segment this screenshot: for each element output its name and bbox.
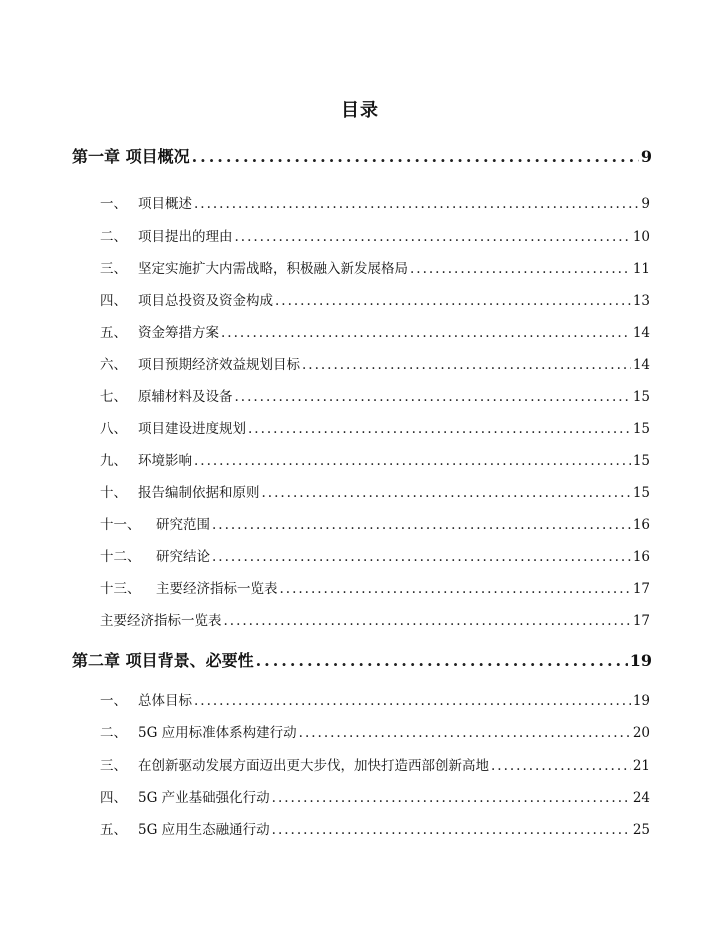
toc-label: 资金筹措方案 — [138, 325, 219, 341]
toc-label: 第一章 项目概况 — [72, 147, 190, 166]
toc-leader-dots — [410, 261, 631, 277]
toc-leader-dots — [299, 725, 631, 741]
toc-entry[interactable] — [100, 385, 650, 405]
toc-page-number: 16 — [632, 517, 650, 533]
toc-page-number: 19 — [632, 693, 650, 709]
toc-leader-dots — [194, 196, 639, 212]
toc-label: 主要经济指标一览表 — [100, 613, 222, 629]
toc-leader-dots — [224, 613, 631, 629]
toc-page-number: 11 — [632, 261, 650, 277]
toc-entry[interactable] — [100, 513, 650, 533]
toc-leader-dots — [221, 325, 631, 341]
toc-entry[interactable] — [100, 689, 650, 709]
toc-label: 项目预期经济效益规划目标 — [138, 357, 300, 373]
toc-leader-dots — [212, 549, 631, 565]
toc-label: 5G 应用生态融通行动 — [138, 822, 270, 838]
toc-leader-dots — [248, 421, 631, 437]
toc-leader-dots — [280, 581, 631, 597]
toc-number: 六、 — [100, 357, 127, 373]
toc-label: 项目提出的理由 — [138, 229, 233, 245]
toc-entry[interactable] — [100, 786, 650, 806]
toc-entry[interactable] — [100, 321, 650, 341]
toc-page-number: 15 — [632, 421, 650, 437]
toc-entry[interactable] — [100, 577, 650, 597]
toc-label: 总体目标 — [138, 693, 192, 709]
toc-leader-dots — [235, 229, 631, 245]
toc-entry[interactable] — [100, 192, 650, 212]
toc-number: 三、 — [100, 758, 127, 774]
toc-page-number: 15 — [632, 389, 650, 405]
toc-number: 十三、 — [100, 581, 141, 597]
toc-number: 五、 — [100, 822, 127, 838]
toc-page-number: 9 — [640, 147, 652, 166]
toc-number: 十二、 — [100, 549, 141, 565]
toc-leader-dots — [194, 453, 631, 469]
toc-page-number: 15 — [632, 453, 650, 469]
toc-label: 5G 产业基础强化行动 — [138, 790, 270, 806]
toc-page-number: 15 — [632, 485, 650, 501]
toc-label: 项目概述 — [138, 196, 192, 212]
toc-page-number: 25 — [632, 822, 650, 838]
toc-number: 一、 — [100, 196, 127, 212]
toc-leader-dots — [194, 693, 631, 709]
toc-label: 项目建设进度规划 — [138, 421, 246, 437]
toc-leader-dots — [272, 822, 631, 838]
toc-entry[interactable] — [100, 353, 650, 373]
toc-leader-dots — [275, 293, 631, 309]
toc-page-number: 9 — [641, 196, 650, 212]
toc-label: 第二章 项目背景、必要性 — [72, 651, 254, 670]
toc-page-number: 20 — [632, 725, 650, 741]
toc-leader-dots — [302, 357, 631, 373]
toc-number: 七、 — [100, 389, 127, 405]
toc-page-number: 24 — [632, 790, 650, 806]
toc-number: 八、 — [100, 421, 127, 437]
toc-label: 坚定实施扩大内需战略，积极融入新发展格局 — [138, 261, 408, 277]
toc-page-number: 14 — [632, 357, 650, 373]
toc-entry[interactable] — [100, 417, 650, 437]
toc-number: 一、 — [100, 693, 127, 709]
toc-leader-dots — [256, 651, 628, 670]
toc-entry[interactable] — [100, 545, 650, 565]
toc-label: 5G 应用标准体系构建行动 — [138, 725, 297, 741]
toc-leader-dots — [272, 790, 631, 806]
toc-page-number: 21 — [632, 758, 650, 774]
toc-label: 研究范围 — [156, 517, 210, 533]
toc-number: 九、 — [100, 453, 127, 469]
toc-number: 四、 — [100, 790, 127, 806]
toc-entry[interactable] — [100, 481, 650, 501]
toc-number: 五、 — [100, 325, 127, 341]
toc-page-number: 16 — [632, 549, 650, 565]
toc-entry[interactable] — [100, 289, 650, 309]
toc-entry[interactable] — [100, 721, 650, 741]
toc-entry[interactable] — [100, 818, 650, 838]
toc-page-number: 19 — [629, 651, 652, 670]
toc-page-number: 17 — [632, 581, 650, 597]
toc-entry[interactable] — [100, 609, 650, 629]
toc-number: 二、 — [100, 229, 127, 245]
toc-number: 十、 — [100, 485, 127, 501]
toc-page-number: 13 — [632, 293, 650, 309]
toc-leader-dots — [212, 517, 631, 533]
toc-page-number: 17 — [632, 613, 650, 629]
toc-page-number: 14 — [632, 325, 650, 341]
toc-label: 在创新驱动发展方面迈出更大步伐，加快打造西部创新高地 — [138, 758, 489, 774]
toc-number: 二、 — [100, 725, 127, 741]
toc-leader-dots — [192, 147, 639, 166]
toc-label: 报告编制依据和原则 — [138, 485, 260, 501]
toc-chapter-2[interactable] — [72, 648, 652, 671]
toc-leader-dots — [235, 389, 631, 405]
page-title: 目录 — [341, 100, 379, 121]
toc-entry[interactable] — [100, 225, 650, 245]
toc-number: 十一、 — [100, 517, 141, 533]
toc-leader-dots — [491, 758, 631, 774]
toc-chapter-1[interactable] — [72, 144, 652, 167]
toc-label: 研究结论 — [156, 549, 210, 565]
toc-entry[interactable] — [100, 449, 650, 469]
toc-leader-dots — [262, 485, 631, 501]
toc-label: 原辅材料及设备 — [138, 389, 233, 405]
toc-label: 环境影响 — [138, 453, 192, 469]
toc-entry[interactable] — [100, 754, 650, 774]
toc-page-number: 10 — [632, 229, 650, 245]
toc-number: 四、 — [100, 293, 127, 309]
toc-label: 主要经济指标一览表 — [156, 581, 278, 597]
toc-entry[interactable] — [100, 257, 650, 277]
toc-label: 项目总投资及资金构成 — [138, 293, 273, 309]
toc-number: 三、 — [100, 261, 127, 277]
